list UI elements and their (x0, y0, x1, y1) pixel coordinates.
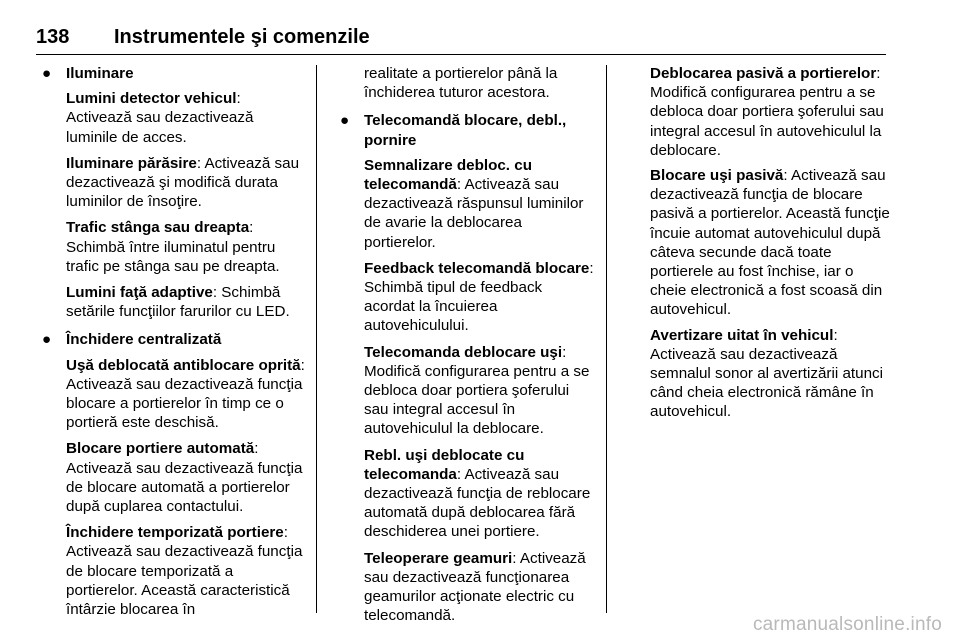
setting-description: : Activează sau dezactivează funcţia de blocare pasivă a portierelor. Această funcţie încuie automat autovehiculul după câteva secunde dacă toate portierele au fost închise, iar o cheie electronică a fost scoasă din autovehicul. (650, 167, 890, 319)
setting-description: : Modifică configurarea pentru a se debloca doar portiera şoferului sau integral accesul în autovehiculul la deblocare. (364, 343, 590, 438)
setting-item (364, 259, 596, 336)
setting-item (364, 549, 596, 626)
setting-item (66, 356, 308, 433)
setting-description: : Activează sau dezactivează funcţionarea geamurilor acţionate electric cu telecomandă. (364, 549, 586, 625)
setting-term: Blocare uşi pasivă (650, 167, 784, 185)
setting-description: : Activează sau dezactivează şi modifică durata luminilor de însoţire. (66, 154, 300, 211)
bullet-icon: ● (42, 331, 52, 349)
column-3 (650, 64, 890, 422)
setting-description: : Activează sau dezactivează semnalul sonor al avertizării atunci când cheia electronică rămâne în autovehicul. (650, 326, 883, 421)
page-header (36, 24, 886, 55)
setting-description: : Activează sau dezactivează funcţia blocare a portierelor în timp ce o portieră este deschisă. (66, 356, 305, 432)
section-telecomanda (334, 111, 596, 625)
setting-term: Teleoperare geamuri (364, 549, 513, 567)
setting-item (66, 283, 308, 321)
setting-term: Semnalizare debloc. cu telecomandă (364, 156, 532, 194)
setting-term: Iluminare părăsire (66, 154, 197, 172)
setting-item (66, 439, 308, 516)
section-heading: Telecomandă blocare, debl., pornire (364, 112, 567, 149)
setting-description: : Activează sau dezactivează luminile de acces. (66, 90, 254, 146)
setting-description: : Schimbă setările funcţiilor farurilor cu LED. (66, 284, 290, 321)
setting-term: Rebl. uşi deblocate cu telecomanda (364, 446, 525, 483)
section-iluminare (36, 64, 308, 321)
watermark: carmanualsonline.info (752, 614, 942, 635)
setting-item (364, 156, 596, 252)
setting-item (364, 343, 596, 439)
section-heading: Iluminare (66, 65, 134, 82)
setting-description: : Activează sau dezactivează funcţia de blocare automată a portierelor după cuplarea contactului. (66, 440, 303, 516)
setting-term: Avertizare uitat în vehicul (650, 326, 834, 344)
setting-item (66, 89, 308, 147)
column-divider (606, 65, 607, 613)
setting-item (66, 154, 308, 212)
setting-term: Telecomanda deblocare uşi (364, 343, 563, 361)
setting-description: : Schimbă tipul de feedback acordat la încuierea autovehiculului. (364, 259, 594, 335)
continued-text: realitate a portierelor până la închiderea tuturor acestora. (364, 65, 558, 102)
setting-description: : Modifică configurarea pentru a se debloca doar portiera şoferului sau integral accesul în autovehiculul la deblocare. (650, 65, 884, 159)
setting-term: Închidere temporizată portiere (66, 524, 284, 542)
section-heading: Închidere centralizată (66, 331, 222, 349)
page-title: Instrumentele şi comenzile (114, 26, 370, 48)
section-inchidere (36, 330, 308, 619)
setting-item (650, 64, 890, 160)
setting-item (66, 523, 308, 619)
page-number: 138 (36, 26, 70, 48)
setting-term: Trafic stânga sau dreapta (66, 219, 250, 237)
setting-description: : Activează sau dezactivează funcţia de blocare temporizată a portierelor. Această caracteristică întârzie blocarea în (66, 524, 303, 619)
setting-item (364, 446, 596, 542)
setting-item (650, 166, 890, 320)
setting-term: Deblocarea pasivă a portierelor (650, 65, 877, 82)
bullet-icon: ● (340, 112, 350, 130)
column-1 (36, 64, 308, 619)
setting-description: : Activează sau dezactivează funcţia de reblocare automată după deblocarea fără deschiderea unei portiere. (364, 465, 591, 541)
setting-term: Lumini detector vehicul (66, 90, 237, 108)
setting-term: Blocare portiere automată (66, 440, 255, 458)
column-2 (334, 64, 596, 625)
bullet-icon: ● (42, 65, 52, 82)
setting-description: : Activează sau dezactivează răspunsul luminilor de avarie la deblocarea portierelor. (364, 176, 584, 251)
setting-term: Uşă deblocată antiblocare oprită (66, 356, 301, 374)
setting-item (650, 326, 890, 422)
setting-term: Lumini faţă adaptive (66, 284, 213, 302)
setting-item (66, 218, 308, 276)
column-divider (316, 65, 317, 613)
setting-term: Feedback telecomandă blocare (364, 259, 590, 277)
setting-description: : Schimbă între iluminatul pentru trafic pe stânga sau pe dreapta. (66, 219, 280, 275)
